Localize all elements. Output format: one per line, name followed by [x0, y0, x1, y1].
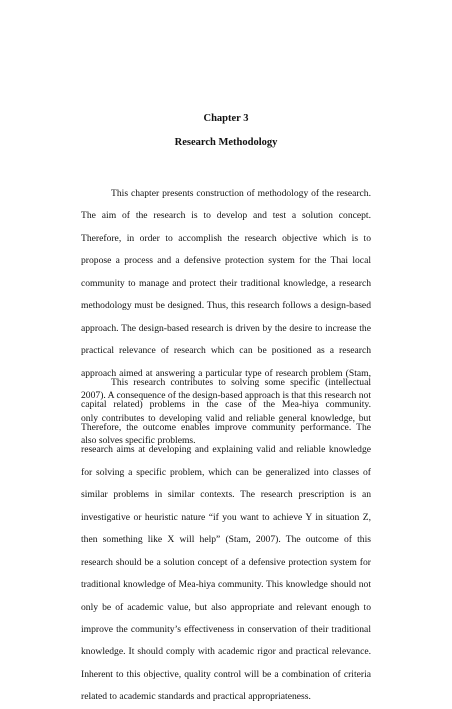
chapter-heading: Chapter 3 [203, 113, 249, 124]
body-paragraph: This research contributes to solving some specific (intellectual capital related) problems in the case of the Mea-hiya community. Therefore, the outcome enables improve community performance. The research aims at developing and explaining valid and reliable knowledge for solving a specific problem, which can be generalized into classes of similar problems in similar contexts. The research prescription is an investigative or heuristic nature “if you want to achieve Y in situation Z, then something like X will help” (Stam, 2007). The outcome of this research should be a solution concept of a defensive protection system for traditional knowledge of Mea-hiya community. This knowledge should not only be of academic value, but also appropriate and relevant enough to improve the community’s effectiveness in conservation of their traditional knowledge. It should comply with academic rigor and practical relevance. Inherent to this objective, quality control will be a combination of criteria related to academic standards and practical appropriateness. [81, 377, 371, 703]
body-paragraph: This chapter presents construction of methodology of the research. The aim of the research is to develop and test a solution concept. Therefore, in order to accomplish the research objective which is to propose a process and a defensive protection system for the Thai local community to manage and protect their traditional knowledge, a research methodology must be designed. Thus, this research follows a design-based approach. The design-based research is driven by the desire to increase the practical relevance of research which can be positioned as a research approach aimed at answering a particular type of research problem (Stam, 2007). A consequence of the design-based approach is that this research not only contributes to developing valid and reliable general knowledge, but also solves specific problems. [81, 188, 371, 446]
chapter-title: Research Methodology [174, 137, 278, 148]
